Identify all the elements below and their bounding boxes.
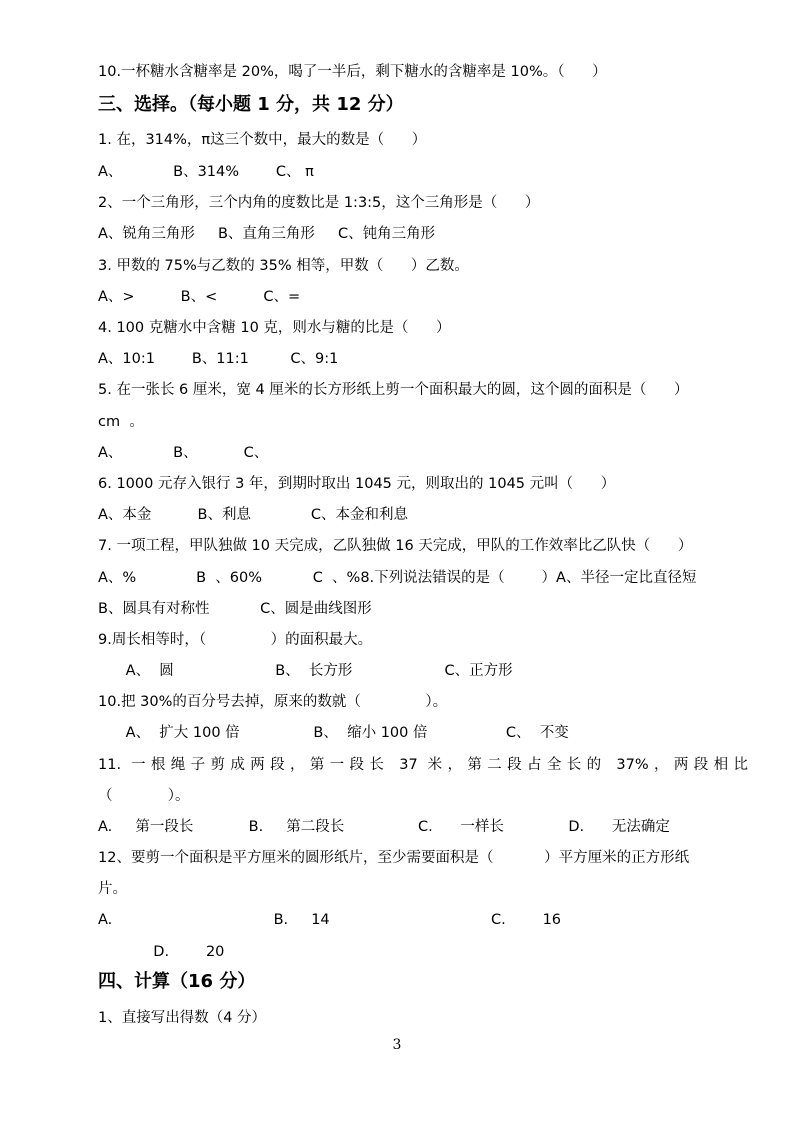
question-12-option-d: D. 20 — [98, 944, 225, 960]
question-12-continued: 片。 — [98, 881, 127, 897]
question-7: 7. 一项工程，甲队独做 10 天完成，乙队独做 16 天完成，甲队的工作效率比乙队快（ ） — [98, 538, 693, 554]
question-2-options: A、锐角三角形 B、直角三角形 C、钝角三角形 — [98, 226, 436, 242]
question-3: 3. 甲数的 75%与乙数的 35% 相等，甲数（ ）乙数。 — [98, 258, 469, 274]
question-5-unit: cm 。 — [98, 414, 144, 430]
question-10-options: A、 扩大 100 倍 B、 缩小 100 倍 C、 不变 — [98, 725, 569, 741]
question-12: 12、要剪一个面积是平方厘米的圆形纸片，至少需要面积是（ ）平方厘米的正方形纸 — [98, 850, 690, 866]
question-1-options: A、 B、314% C、 π — [98, 164, 314, 180]
question-9: 9.周长相等时，（ ）的面积最大。 — [98, 632, 373, 648]
section-3-heading: 三、选择。（每小题 1 分，共 12 分） — [98, 94, 404, 115]
question-7-options-question-8: A、% B 、60% C 、%8.下列说法错误的是（ ）A、半径一定比直径短 — [98, 570, 697, 586]
question-4: 4. 100 克糖水中含糖 10 克，则水与糖的比是（ ） — [98, 320, 451, 336]
question-6: 6. 1000 元存入银行 3 年，到期时取出 1045 元，则取出的 1045 元叫（ ） — [98, 476, 616, 492]
page-number: 3 — [392, 1037, 402, 1053]
question-8-options: B、圆具有对称性 C、圆是曲线图形 — [98, 601, 372, 617]
question-5: 5. 在一张长 6 厘米，宽 4 厘米的长方形纸上剪一个面积最大的圆，这个圆的面积是（ ） — [98, 382, 689, 398]
question-12-options-abc: A. B. 14 C. 16 — [98, 912, 562, 928]
question-4-options: A、10:1 B、11:1 C、9:1 — [98, 351, 339, 367]
question-11-options: A. 第一段长 B. 第二段长 C. 一样长 D. 无法确定 — [98, 819, 670, 835]
question-5-options: A、 B、 C、 — [98, 445, 269, 461]
calc-part-1-heading: 1、直接写出得数（4 分） — [98, 1010, 267, 1026]
question-11-blank: （ ）。 — [98, 788, 190, 804]
question-11: 11. 一根绳子剪成两段，第一段长 37 米，第二段占全长的 37%，两段相比 — [98, 757, 748, 773]
question-2: 2、一个三角形，三个内角的度数比是 1:3:5，这个三角形是（ ） — [98, 195, 540, 211]
section-4-heading: 四、计算（16 分） — [98, 971, 256, 992]
question-9-options: A、 圆 B、 长方形 C、正方形 — [98, 663, 513, 679]
question-10: 10.把 30%的百分号去掉，原来的数就（ ）。 — [98, 694, 448, 710]
question-3-options: A、> B、< C、= — [98, 289, 301, 305]
question-10-true-false: 10.一杯糖水含糖率是 20%，喝了一半后，剩下糖水的含糖率是 10%。（ ） — [98, 64, 607, 80]
question-6-options: A、本金 B、利息 C、本金和利息 — [98, 507, 409, 523]
question-1: 1. 在，314%，π这三个数中，最大的数是（ ） — [98, 132, 427, 148]
